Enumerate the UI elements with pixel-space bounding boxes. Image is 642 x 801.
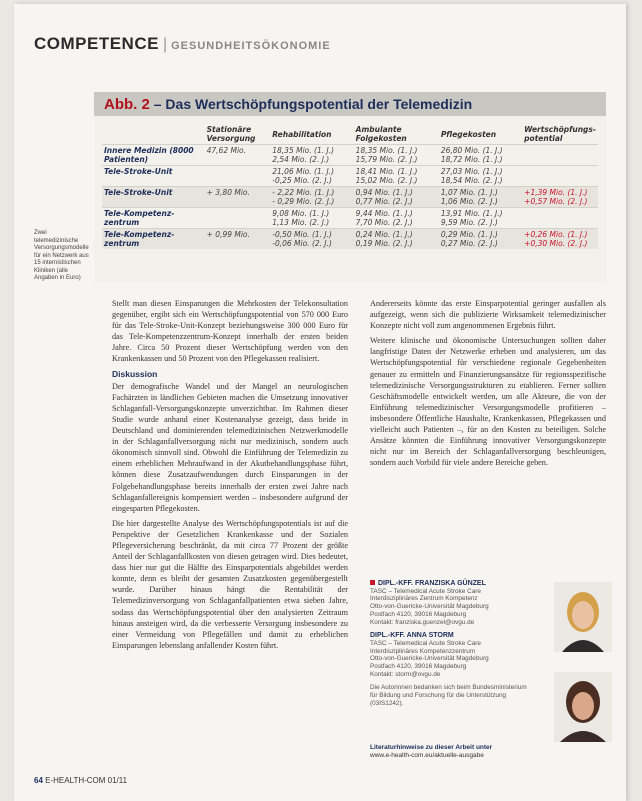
table-cell (522, 145, 598, 166)
table-header-row (102, 124, 598, 145)
affiliation-line: TASC – Telemedical Acute Stroke Care (370, 587, 481, 595)
body-paragraph: Andererseits könnte das erste Einsparpotential geringer ausfallen als aufgezeigt, wenn sich die publizierte Wirksamkeit telemedizinischer Konzepte nicht voll zum angenommenen Ergebnis führt. (370, 299, 606, 331)
literature-link[interactable]: www.e-health-com.eu/aktuelle-ausgabe (370, 752, 484, 759)
page-header (34, 34, 331, 54)
table-row (102, 145, 598, 166)
brand-title: COMPETENCE (34, 34, 159, 53)
author-block (370, 580, 530, 626)
table-cell: 18,35 Mio. (1. J.) 15,79 Mio. (2. J.) (354, 145, 439, 166)
table-header-cell: Rehabilitation (272, 129, 332, 139)
author-affiliation (370, 640, 530, 679)
table-cell: 21,06 Mio. (1. J.) -0,25 Mio. (2. J.) (270, 166, 353, 187)
literature-note (370, 744, 610, 760)
affiliation-line: TASC – Telemedical Acute Stroke Care (370, 639, 481, 647)
table-cell (205, 208, 271, 229)
body-column-left (112, 298, 348, 655)
author-name: DIPL.-KFF. FRANZISKA GÜNZEL (370, 580, 530, 588)
table-cell: + 3,80 Mio. (205, 187, 271, 208)
table-cell: 47,62 Mio. (205, 145, 271, 166)
body-column-right (370, 298, 606, 472)
affiliation-line: Kontakt: franziska.guenzel@ovgu.de (370, 618, 475, 626)
row-label: Innere Medizin (8000 Patienten) (102, 145, 205, 166)
body-paragraph: Weitere klinische und ökonomische Untersuchungen sollten daher langfristige Daten der Netzwerke erheben und analysieren, um das Wertschöpfungspotential für verschiedene regionale Gegebenheiten genauer zu ermitteln und Finanzierungsansätze für regionsspezifische telemedizinische Versorgungsstrukturen zu etablieren. Ferner sollten Geschäftsmodelle entwickelt werden, um alle Akteure, die von der Einführung telemedizinischer Versorgungsmodelle profitieren – insbesondere Öffentliche Haushalte, Krankenkassen, Pflegekassen und vielleicht auch Patienten –, für an den Kosten zu beteiligen. Solche Ansätze könnten die Einführung innovativer Versorgungskonzepte nicht nur im Bereich der Schlaganfallversorgung beschleunigen, sondern auch Vorbild für viele andere Bereiche geben. (370, 336, 606, 468)
row-label: Tele-Stroke-Unit (102, 166, 205, 187)
figure-dash: – (153, 96, 162, 112)
figure-header (94, 92, 606, 116)
table-row (102, 187, 598, 208)
author-affiliation (370, 588, 530, 627)
table-cell: 1,07 Mio. (1. J.) 1,06 Mio. (2. J.) (439, 187, 522, 208)
body-paragraph: Stellt man diesen Einsparungen die Mehrkosten der Telekonsultation gegenüber, ergibt sich ein Wertschöpfungspotential von 570 000 Euro für das Tele-Stroke-Unit-Konzept beziehungsweise 300 000 Euro für das Tele-Kompetenzzentrum-Konzept innerhalb der ersten beiden Jahre. Circa 50 Prozent dieser Wertschöpfung werden von den Krankenkassen und 50 Prozent von den Pflegekassen realisiert. (112, 299, 348, 364)
body-paragraph: Die hier dargestellte Analyse des Wertschöpfungspotentials ist auf die Perspektive der Gesetzlichen Krankenkasse und der Sozialen Pflegeversicherung beschränkt, da mit circa 77 Prozent der größte Anteil der Schlaganfallkosten von diesen getragen wird. Dies bedeutet, dass hier nur gut die Hälfte des Einsparpotentials abgebildet werden konnte, denn es bleibt der gesamten Zusatzkosten gegenübergestellt wurde. Darüber hinaus hängt die Rentabilität der Telemedizinversorgung von Schlaganfallpatienten etwa sieben Jahre, sodass das Wertschöpfungspotential über den analysierten Zeitraum hinaus ansteigen wird, da die verbesserte Versorgung insbesondere zu einer Vermeidung von Pflegefällen und damit zu erheblichen Einsparungen lebenslang anfallender Kosten führt. (112, 518, 348, 650)
table-cell (522, 208, 598, 229)
table-cell: 26,80 Mio. (1. J.) 18,72 Mio. (1. J.) (439, 145, 522, 166)
section-heading: Diskussion (112, 368, 158, 379)
author-name: DIPL.-KFF. ANNA STORM (370, 632, 454, 640)
funding-note: Die Autorinnen bedanken sich beim Bundesministerium für Bildung und Forschung für die Unterstützung (03IS1242). (370, 684, 527, 707)
table-cell: 0,24 Mio. (1. J.) 0,19 Mio. (2. J.) (354, 229, 439, 250)
figure-title-text: Das Wertschöpfungspotential der Telemedizin (165, 96, 473, 112)
table-cell: +1,39 Mio. (1. J.) +0,57 Mio. (2. J.) (522, 187, 598, 208)
table-cell: 9,08 Mio. (1. J.) 1,13 Mio. (2. J.) (270, 208, 353, 229)
table-header-cell (102, 124, 205, 145)
affiliation-line: Postfach 4120, 39016 Magdeburg (370, 663, 467, 671)
table-header-cell: Wertschöpfungs-potential (524, 125, 596, 143)
affiliation-line: Otto-von-Guericke-Universität Magdeburg (370, 655, 489, 663)
author-photo-guenzel (554, 582, 612, 652)
page-footer (34, 776, 127, 785)
telemedicine-table (102, 124, 598, 249)
body-paragraph: Der demografische Wandel und der Mangel an neurologischen Fachärzten in ländlichen Gebieten machen die Umsetzung innovativer Schlaganfall-Versorgungskonzepte unverzichtbar. Im Rahmen dieser Studie wurde anhand einer Kostenanalyse gezeigt, dass beide in Deutschland und dominierenden telemedizinischen Netzwerkmodelle in der Schlaganfallversorgung nicht nur medizinisch, sondern auch ökonomisch sinnvoll sind. Obwohl die Einführung der Telemedizin zu einem erheblichen Mehraufwand in der Akutbehandlungsphase führt, können diese Zusatzaufwendungen durch Einsparungen in der Folgebehandlungsphase bereits innerhalb der ersten zwei Jahre nach Schlaganfallereignis kompensiert werden – insbesondere aufgrund der eingesparten Pflegekosten. (112, 381, 348, 513)
literature-label: Literaturhinweise zu dieser Arbeit unter (370, 744, 493, 751)
figure-caption: Zwei telemedizinische Versorgungsmodelle für ein Netzwerk aus 15 internistischen Kliniken (alle Angaben in Euro) (34, 230, 89, 281)
table-cell: 0,94 Mio. (1. J.) 0,77 Mio. (2. J.) (354, 187, 439, 208)
table-row (102, 229, 598, 250)
affiliation-line: Kontakt: storm@ovgu.de (370, 670, 441, 678)
header-separator: | (162, 36, 168, 53)
table-cell: 27,03 Mio. (1. J.) 18,54 Mio. (2. J.) (439, 166, 522, 187)
table-cell: -0,50 Mio. (1. J.) -0,06 Mio. (2. J.) (270, 229, 353, 250)
affiliation-line: Interdisziplinäres Kompetenzzentrum (370, 647, 476, 655)
table-cell (522, 166, 598, 187)
figure-number: Abb. 2 (104, 96, 150, 113)
figure-box (94, 92, 606, 282)
affiliation-line: Postfach 4120, 39016 Magdeburg (370, 610, 467, 618)
table-header-cell: Stationäre Versorgung (206, 125, 256, 143)
bullet-square-icon (370, 580, 375, 585)
row-label: Tele-Kompetenz-zentrum (102, 229, 205, 250)
table-cell: 0,29 Mio. (1. J.) 0,27 Mio. (2. J.) (439, 229, 522, 250)
affiliation-line: Interdisziplinäres Zentrum Kompetenz (370, 595, 478, 603)
page-number: 64 (34, 776, 43, 785)
section-label: GESUNDHEITSÖKONOMIE (171, 40, 331, 52)
table-header-cell: Ambulante Folgekosten (355, 125, 407, 143)
table-cell: 18,35 Mio. (1. J.) 2,54 Mio. (2. J.) (270, 145, 353, 166)
magazine-name: E-HEALTH-COM 01/11 (45, 776, 128, 785)
author-block (370, 632, 530, 678)
table-cell (205, 166, 271, 187)
figure-title (104, 96, 472, 113)
table-cell: - 2,22 Mio. (1. J.) - 0,29 Mio. (2. J.) (270, 187, 353, 208)
row-label: Tele-Stroke-Unit (102, 187, 205, 208)
table-row (102, 166, 598, 187)
table-row (102, 208, 598, 229)
table-cell: + 0,99 Mio. (205, 229, 271, 250)
row-label: Tele-Kompetenz-zentrum (102, 208, 205, 229)
table-cell: +0,26 Mio. (1. J.) +0,30 Mio. (2. J.) (522, 229, 598, 250)
table-header-cell: Pflegekosten (440, 129, 497, 139)
table-cell: 13,91 Mio. (1. J.) 9,59 Mio. (2. J.) (439, 208, 522, 229)
author-photo-storm (554, 672, 612, 742)
table-cell: 9,44 Mio. (1. J.) 7,70 Mio. (2. J.) (354, 208, 439, 229)
affiliation-line: Otto-von-Guericke-Universität Magdeburg (370, 603, 489, 611)
magazine-page (14, 4, 626, 801)
table-cell: 18,41 Mio. (1. J.) 15,02 Mio. (2. J.) (354, 166, 439, 187)
